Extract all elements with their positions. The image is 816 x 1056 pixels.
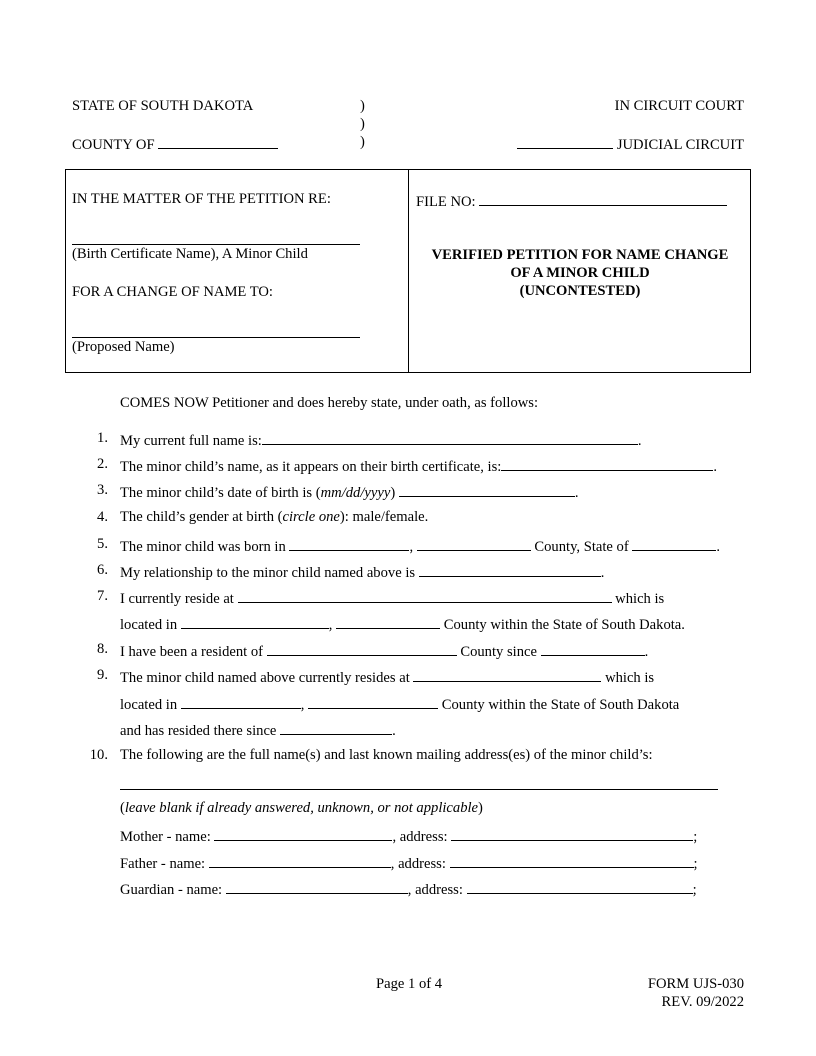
full-name-field[interactable] [262,430,638,445]
residence-county-field[interactable] [336,614,440,629]
birth-name-field[interactable] [72,228,360,245]
resident-county-field[interactable] [267,641,457,656]
item-number: 9. [97,667,108,683]
birth-name-label: (Birth Certificate Name), A Minor Child [72,246,308,262]
caption-divider [408,169,409,373]
guardian-name-field[interactable] [226,879,408,894]
father-line: Father - name: , address: ; [120,853,698,873]
mother-address-field[interactable] [451,826,693,841]
birth-cert-name-field[interactable] [501,456,713,471]
birth-city-field[interactable] [289,536,409,551]
guardian-address-field[interactable] [467,879,693,894]
item-8: I have been a resident of County since . [120,641,648,661]
item-2: The minor child’s name, as it appears on their birth certificate, is: . [120,456,717,476]
change-to-label: FOR A CHANGE OF NAME TO: [72,284,273,300]
item-9-cont: located in , County within the State of South Dakota [120,694,679,714]
item-number: 2. [97,456,108,472]
item-number: 8. [97,641,108,657]
child-city-field[interactable] [181,694,301,709]
item-number: 10. [89,747,108,763]
paren-3: ) [360,134,365,150]
item-3: The minor child’s date of birth is (mm/dd/yyyy) . [120,482,579,502]
form-revision: REV. 09/2022 [661,994,744,1010]
circuit-field[interactable] [517,134,613,149]
item-10-field[interactable] [120,773,718,790]
dob-field[interactable] [399,482,575,497]
resident-since-field[interactable] [541,641,645,656]
item-4: The child’s gender at birth (circle one): male/female. [120,509,429,525]
petition-title: VERIFIED PETITION FOR NAME CHANGE OF A MINOR CHILD (UNCONTESTED) [431,247,729,299]
residence-address-field[interactable] [238,588,612,603]
county-label: COUNTY OF [72,134,278,154]
matter-label: IN THE MATTER OF THE PETITION RE: [72,191,331,207]
item-7: I currently reside at which is [120,588,664,608]
birth-state-field[interactable] [632,536,716,551]
item-number: 4. [97,509,108,525]
item-6: My relationship to the minor child named above is . [120,562,604,582]
item-number: 1. [97,430,108,446]
file-no: FILE NO: [416,191,727,211]
paren-1: ) [360,98,365,114]
father-name-field[interactable] [209,853,391,868]
form-number: FORM UJS-030 [647,976,744,992]
county-field[interactable] [158,134,278,149]
item-7-cont: located in , County within the State of South Dakota. [120,614,685,634]
mother-name-field[interactable] [214,826,392,841]
state-label: STATE OF SOUTH DAKOTA [72,98,254,114]
item-9: The minor child named above currently resides at which is [120,667,654,687]
item-10: The following are the full name(s) and last known mailing address(es) of the minor child’s: [120,747,653,763]
child-resided-since-field[interactable] [280,720,392,735]
birth-county-field[interactable] [417,536,531,551]
mother-line: Mother - name: , address: ; [120,826,697,846]
item-9-cont-2: and has resided there since . [120,720,396,740]
relationship-field[interactable] [419,562,601,577]
item-number: 7. [97,588,108,604]
page-number: Page 1 of 4 [376,976,443,992]
item-number: 3. [97,482,108,498]
item-number: 5. [97,536,108,552]
guardian-line: Guardian - name: , address: ; [120,879,697,899]
court-label: IN CIRCUIT COURT [614,98,744,114]
circuit-label: JUDICIAL CIRCUIT [517,134,744,154]
paren-2: ) [360,116,365,132]
file-no-field[interactable] [479,191,727,206]
intro-text: COMES NOW Petitioner and does hereby state, under oath, as follows: [120,395,539,411]
item-1: My current full name is: . [120,430,642,450]
child-address-field[interactable] [413,667,601,682]
father-address-field[interactable] [450,853,694,868]
residence-city-field[interactable] [181,614,329,629]
item-10-note: (leave blank if already answered, unknown, or not applicable) [120,800,483,816]
item-5: The minor child was born in , County, State of . [120,536,720,556]
proposed-name-label: (Proposed Name) [72,339,175,355]
child-county-field[interactable] [308,694,438,709]
proposed-name-field[interactable] [72,321,360,338]
item-number: 6. [97,562,108,578]
